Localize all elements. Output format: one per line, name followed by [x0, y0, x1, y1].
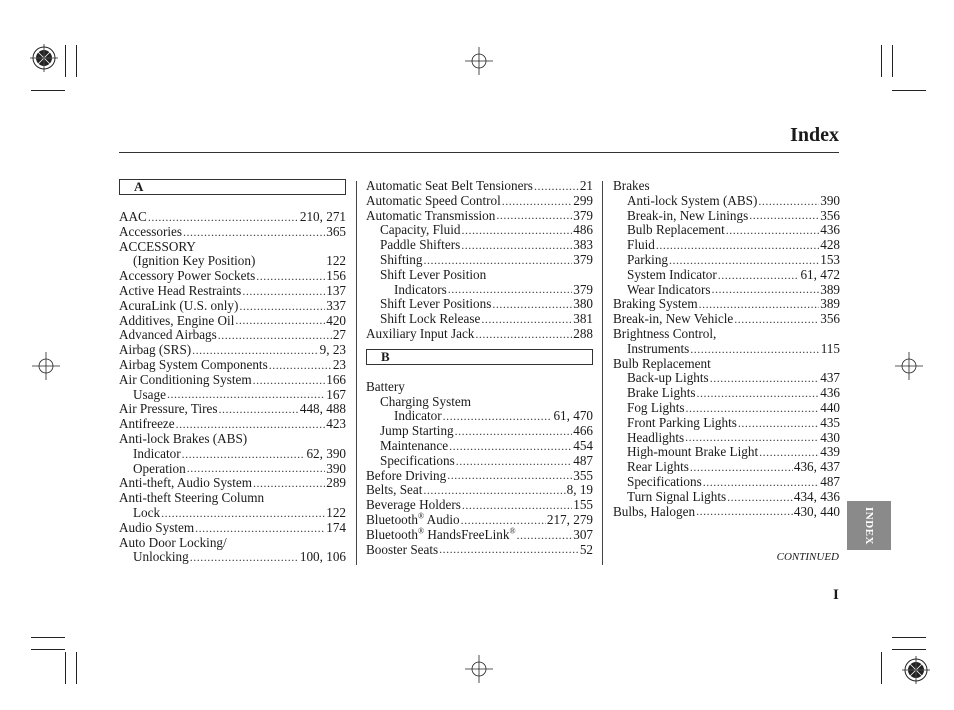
crop-mark: [65, 45, 66, 77]
dot-leader: [187, 462, 325, 477]
dot-leader: [424, 253, 573, 268]
entry-page: 52: [579, 541, 593, 557]
crosshair-icon: [895, 352, 923, 380]
entry-page: 100, 106: [299, 549, 346, 565]
dot-leader: [502, 194, 572, 209]
entry-page: 355: [573, 467, 593, 483]
index-entry: [119, 506, 346, 521]
index-entry: [119, 417, 346, 432]
dot-leader: [176, 417, 326, 432]
dot-leader: [183, 225, 325, 240]
dot-leader: [710, 371, 820, 386]
entry-page: 486: [573, 222, 593, 238]
crop-mark: [881, 45, 882, 77]
title-rule: [119, 152, 839, 153]
entry-page: 390: [326, 460, 346, 476]
index-column-1: [119, 179, 346, 565]
dot-leader: [669, 253, 819, 268]
index-entry: [613, 253, 840, 268]
index-entry: [119, 388, 346, 403]
dot-leader: [727, 490, 793, 505]
section-header-a: A: [119, 179, 346, 195]
entry-page: 307: [573, 526, 593, 542]
entry-page: 448, 488: [299, 401, 346, 417]
entry-term: High-mount Brake Light: [627, 444, 759, 460]
index-entry: [366, 395, 593, 410]
entry-page: 487: [820, 473, 840, 489]
dot-leader: [690, 460, 793, 475]
entry-term: Belts, Seat: [366, 482, 423, 498]
index-entry: [613, 297, 840, 312]
entry-page: 217, 279: [546, 511, 593, 527]
dot-leader: [423, 483, 565, 498]
dot-leader: [738, 416, 819, 431]
entry-term: Air Pressure, Tires: [119, 401, 218, 417]
index-entry: [119, 521, 346, 536]
index-entry: [119, 240, 346, 255]
index-entry: [366, 424, 593, 439]
dot-leader: [517, 528, 573, 543]
dot-leader: [712, 283, 820, 298]
entry-term: Operation: [133, 460, 186, 476]
index-entry: [366, 528, 593, 543]
crosshair-icon: [465, 655, 493, 683]
index-entry: [613, 194, 840, 209]
entry-term: Back-up Lights: [627, 370, 709, 386]
index-entry: [613, 445, 840, 460]
entry-page: 423: [326, 416, 346, 432]
entry-page: 156: [326, 268, 346, 284]
index-entry: [613, 431, 840, 446]
entry-term: Air Conditioning System: [119, 371, 252, 387]
dot-leader: [461, 238, 572, 253]
dot-leader: [696, 505, 793, 520]
dot-leader: [235, 314, 325, 329]
dot-leader: [269, 358, 332, 373]
index-entry: [119, 402, 346, 417]
dot-leader: [492, 297, 572, 312]
crop-mark: [76, 652, 77, 684]
entry-term: Indicator: [133, 445, 181, 461]
entry-page: 174: [326, 519, 346, 535]
entry-term: Bulbs, Halogen: [613, 503, 696, 519]
index-entry: [613, 223, 840, 238]
index-entry: [119, 299, 346, 314]
index-entry: [366, 380, 593, 395]
dot-leader: [697, 386, 820, 401]
index-entry: [366, 268, 593, 283]
index-column-2: [366, 179, 593, 557]
entry-term: Wear Indicators: [627, 281, 711, 297]
dot-leader: [656, 238, 819, 253]
entry-term: Additives, Engine Oil: [119, 312, 235, 328]
entry-page: 21: [579, 178, 593, 193]
entry-page: 9, 23: [319, 342, 346, 358]
entries-list: [366, 380, 593, 558]
entry-page: 356: [820, 207, 840, 223]
entry-term: Unlocking: [133, 549, 189, 565]
entry-page: 379: [573, 207, 593, 223]
registration-target-icon: [902, 656, 930, 684]
dot-leader: [447, 469, 572, 484]
entry-page: 356: [820, 311, 840, 327]
entry-term: Shift Lever Position: [380, 266, 487, 282]
dot-leader: [161, 506, 325, 521]
dot-leader: [219, 402, 299, 417]
entry-term: Specifications: [380, 452, 455, 468]
entry-term: Shift Lever Positions: [380, 296, 492, 312]
entry-page: 27: [332, 327, 346, 343]
entry-page: 23: [332, 356, 346, 372]
index-entry: [366, 513, 593, 528]
page-title: Index: [790, 124, 839, 146]
index-entry: [613, 371, 840, 386]
index-entry: [366, 297, 593, 312]
entry-term: Brightness Control,: [613, 325, 717, 341]
dot-leader: [685, 431, 819, 446]
entry-term: Specifications: [627, 473, 702, 489]
entry-page: 61, 470: [553, 408, 593, 424]
entry-term: Shift Lock Release: [380, 311, 481, 327]
entry-page: 365: [326, 223, 346, 239]
entry-term: Battery: [366, 378, 405, 394]
dot-leader: [195, 521, 325, 536]
entry-term: Airbag System Components: [119, 356, 268, 372]
entry-page: 466: [573, 423, 593, 439]
entry-term: Rear Lights: [627, 459, 689, 475]
index-entry: [119, 491, 346, 506]
dot-leader: [167, 388, 325, 403]
index-entry: [366, 498, 593, 513]
entry-term: Before Driving: [366, 467, 447, 483]
index-entry: [119, 447, 346, 462]
entries-list: [119, 210, 346, 565]
dot-leader: [182, 447, 306, 462]
index-entry: [366, 194, 593, 209]
entry-term: Turn Signal Lights: [627, 488, 727, 504]
dot-leader: [461, 513, 546, 528]
index-entry: [366, 483, 593, 498]
entry-term: (Ignition Key Position): [133, 253, 256, 269]
dot-leader: [256, 269, 325, 284]
index-entry: [119, 225, 346, 240]
entry-term: Airbag (SRS): [119, 342, 192, 358]
index-entry: [119, 462, 346, 477]
entry-term: Jump Starting: [380, 423, 454, 439]
entry-term: Paddle Shifters: [380, 237, 461, 253]
crop-mark: [31, 637, 65, 638]
crop-mark: [65, 652, 66, 684]
entry-term: Break-in, New Vehicle: [613, 311, 734, 327]
entry-page: 383: [573, 237, 593, 253]
dot-leader: [690, 342, 819, 357]
index-column-3: [613, 179, 840, 519]
dot-leader: [253, 373, 326, 388]
index-entry: [613, 401, 840, 416]
entry-term: Accessories: [119, 223, 182, 239]
entries-list: [366, 179, 593, 342]
crop-mark: [892, 637, 926, 638]
entry-term: Automatic Speed Control: [366, 192, 501, 208]
entry-term: Bulb Replacement: [627, 222, 725, 238]
dot-leader: [192, 343, 318, 358]
entry-term: Anti-theft Steering Column: [119, 490, 265, 506]
column-divider: [356, 181, 357, 565]
index-tab: [847, 501, 891, 550]
index-entry: [613, 179, 840, 194]
entry-term: Anti-theft, Audio System: [119, 475, 252, 491]
entry-term: Capacity, Fluid: [380, 222, 461, 238]
entry-page: 420: [326, 312, 346, 328]
entry-term: ACCESSORY: [119, 238, 196, 254]
index-entry: [366, 439, 593, 454]
entry-term: Antifreeze: [119, 416, 175, 432]
entry-term: Front Parking Lights: [627, 414, 737, 430]
dot-leader: [439, 543, 579, 558]
entry-term: Maintenance: [380, 437, 449, 453]
entry-term: Booster Seats: [366, 541, 439, 557]
entry-page: 379: [573, 281, 593, 297]
entry-term: System Indicator: [627, 266, 717, 282]
crosshair-icon: [465, 47, 493, 75]
index-entry: [613, 490, 840, 505]
dot-leader: [686, 401, 820, 416]
index-entry: [119, 328, 346, 343]
entry-term: Parking: [627, 251, 669, 267]
dot-leader: [534, 179, 579, 194]
entry-page: 379: [573, 251, 593, 267]
entry-term: Beverage Holders: [366, 497, 461, 513]
entry-page: 440: [820, 399, 840, 415]
dot-leader: [749, 209, 819, 224]
entry-term: Audio System: [119, 519, 195, 535]
entry-page: 153: [820, 251, 840, 267]
crosshair-icon: [32, 352, 60, 380]
index-entry: [366, 253, 593, 268]
entry-term: Anti-lock System (ABS): [627, 192, 758, 208]
index-entry: [119, 432, 346, 447]
entry-term: Headlights: [627, 429, 685, 445]
index-entry: [366, 238, 593, 253]
index-entry: [366, 223, 593, 238]
registration-target-icon: [30, 44, 58, 72]
entry-term: Brakes: [613, 178, 650, 193]
dot-leader: [496, 209, 572, 224]
entry-term: Brake Lights: [627, 385, 696, 401]
index-entry: [366, 283, 593, 298]
entry-term: Indicator: [394, 408, 442, 424]
index-entry: [613, 505, 840, 520]
entry-page: 289: [326, 475, 346, 491]
dot-leader: [462, 498, 572, 513]
index-entry: [613, 327, 840, 342]
index-entry: [366, 454, 593, 469]
index-entry: [119, 343, 346, 358]
crop-mark: [892, 90, 926, 91]
index-entry: [366, 543, 593, 558]
index-entry: [119, 284, 346, 299]
entry-term: Fluid: [627, 237, 655, 253]
entry-page: 430, 440: [793, 503, 840, 519]
entry-term: Break-in, New Linings: [627, 207, 749, 223]
entry-term: AAC: [119, 209, 147, 224]
index-entry: [119, 373, 346, 388]
dot-leader: [759, 445, 819, 460]
index-entry: [613, 238, 840, 253]
entry-term: Anti-lock Brakes (ABS): [119, 430, 248, 446]
index-entry: [613, 312, 840, 327]
dot-leader: [718, 268, 800, 283]
index-entry: [366, 327, 593, 342]
entry-term: Instruments: [627, 340, 690, 356]
index-entry: [366, 179, 593, 194]
index-entry: [119, 550, 346, 565]
entry-page: 389: [820, 296, 840, 312]
entry-term: Bulb Replacement: [613, 355, 711, 371]
dot-leader: [456, 454, 573, 469]
dot-leader: [703, 475, 820, 490]
entry-page: 436: [820, 222, 840, 238]
dot-leader: [239, 299, 325, 314]
entry-page: 436, 437: [793, 459, 840, 475]
index-entry: [119, 536, 346, 551]
entry-term: AcuraLink (U.S. only): [119, 297, 239, 313]
dot-leader: [443, 409, 553, 424]
entry-page: 122: [326, 253, 346, 269]
entry-term: Indicators: [394, 281, 447, 297]
dot-leader: [455, 424, 573, 439]
index-entry: [613, 268, 840, 283]
entry-term: Bluetooth® HandsFreeLink®: [366, 526, 516, 542]
entry-page: 380: [573, 296, 593, 312]
entry-page: 487: [573, 452, 593, 468]
entry-term: Usage: [133, 386, 166, 402]
entry-page: 8, 19: [566, 482, 593, 498]
entry-page: 167: [326, 386, 346, 402]
entries-list: [613, 179, 840, 519]
entry-term: Accessory Power Sockets: [119, 268, 256, 284]
entry-page: 288: [573, 325, 593, 341]
index-entry: [613, 416, 840, 431]
entry-page: 437: [820, 370, 840, 386]
index-entry: [366, 209, 593, 224]
dot-leader: [448, 283, 572, 298]
entry-page: 430: [820, 429, 840, 445]
dot-leader: [758, 194, 819, 209]
entry-page: 337: [326, 297, 346, 313]
index-entry: [119, 269, 346, 284]
entry-term: Lock: [133, 504, 161, 520]
index-entry: [366, 312, 593, 327]
dot-leader: [726, 223, 819, 238]
index-entry: [119, 358, 346, 373]
entry-page: 137: [326, 282, 346, 298]
index-entry: [119, 210, 346, 225]
entry-page: 390: [820, 192, 840, 208]
index-entry: [119, 476, 346, 491]
entry-term: Active Head Restraints: [119, 282, 242, 298]
dot-leader: [734, 312, 819, 327]
crop-mark: [31, 649, 65, 650]
entry-term: Auto Door Locking/: [119, 534, 227, 550]
entry-term: Auxiliary Input Jack: [366, 325, 475, 341]
crop-mark: [892, 649, 926, 650]
entry-term: Charging System: [380, 393, 471, 409]
dot-leader: [449, 439, 572, 454]
crop-mark: [76, 45, 77, 77]
dot-leader: [242, 284, 325, 299]
dot-leader: [475, 327, 572, 342]
entry-page: 454: [573, 437, 593, 453]
index-entry: [613, 342, 840, 357]
dot-leader: [190, 550, 299, 565]
index-entry: [613, 283, 840, 298]
entry-page: 299: [573, 192, 593, 208]
entry-page: 115: [820, 340, 840, 356]
entry-page: 166: [326, 371, 346, 387]
entry-page: 434, 436: [793, 488, 840, 504]
dot-leader: [699, 297, 820, 312]
entry-term: Bluetooth® Audio: [366, 511, 460, 527]
index-entry: [613, 357, 840, 372]
crop-mark: [892, 45, 893, 77]
entry-page: 436: [820, 385, 840, 401]
entry-term: Automatic Transmission: [366, 207, 496, 223]
dot-leader: [253, 476, 325, 491]
column-divider: [602, 181, 603, 565]
entry-term: Fog Lights: [627, 399, 685, 415]
entry-page: 428: [820, 237, 840, 253]
entry-term: Braking System: [613, 296, 698, 312]
entry-term: Advanced Airbags: [119, 327, 217, 343]
index-tab-label: INDEX: [863, 506, 875, 545]
entry-page: 389: [820, 281, 840, 297]
section-header-b: B: [366, 349, 593, 365]
entry-term: Automatic Seat Belt Tensioners: [366, 178, 533, 193]
entry-page: 61, 472: [800, 266, 840, 282]
dot-leader: [481, 312, 572, 327]
index-entry: [613, 460, 840, 475]
dot-leader: [148, 210, 299, 225]
entry-page: 122: [326, 504, 346, 520]
dot-leader: [218, 328, 332, 343]
dot-leader: [461, 223, 572, 238]
page-number: I: [833, 587, 839, 603]
entry-page: 155: [573, 497, 593, 513]
index-entry: [366, 469, 593, 484]
crop-mark: [881, 652, 882, 684]
crop-mark: [31, 90, 65, 91]
entry-page: 62, 390: [306, 445, 346, 461]
index-entry: [613, 475, 840, 490]
entry-page: 381: [573, 311, 593, 327]
entry-term: Shifting: [380, 251, 423, 267]
continued-label: CONTINUED: [776, 551, 839, 563]
index-entry: [366, 409, 593, 424]
index-entry: [119, 254, 346, 269]
index-entry: [119, 314, 346, 329]
index-entry: [613, 209, 840, 224]
index-entry: [613, 386, 840, 401]
entry-page: 210, 271: [299, 209, 346, 224]
entry-page: 439: [820, 444, 840, 460]
entry-page: 435: [820, 414, 840, 430]
